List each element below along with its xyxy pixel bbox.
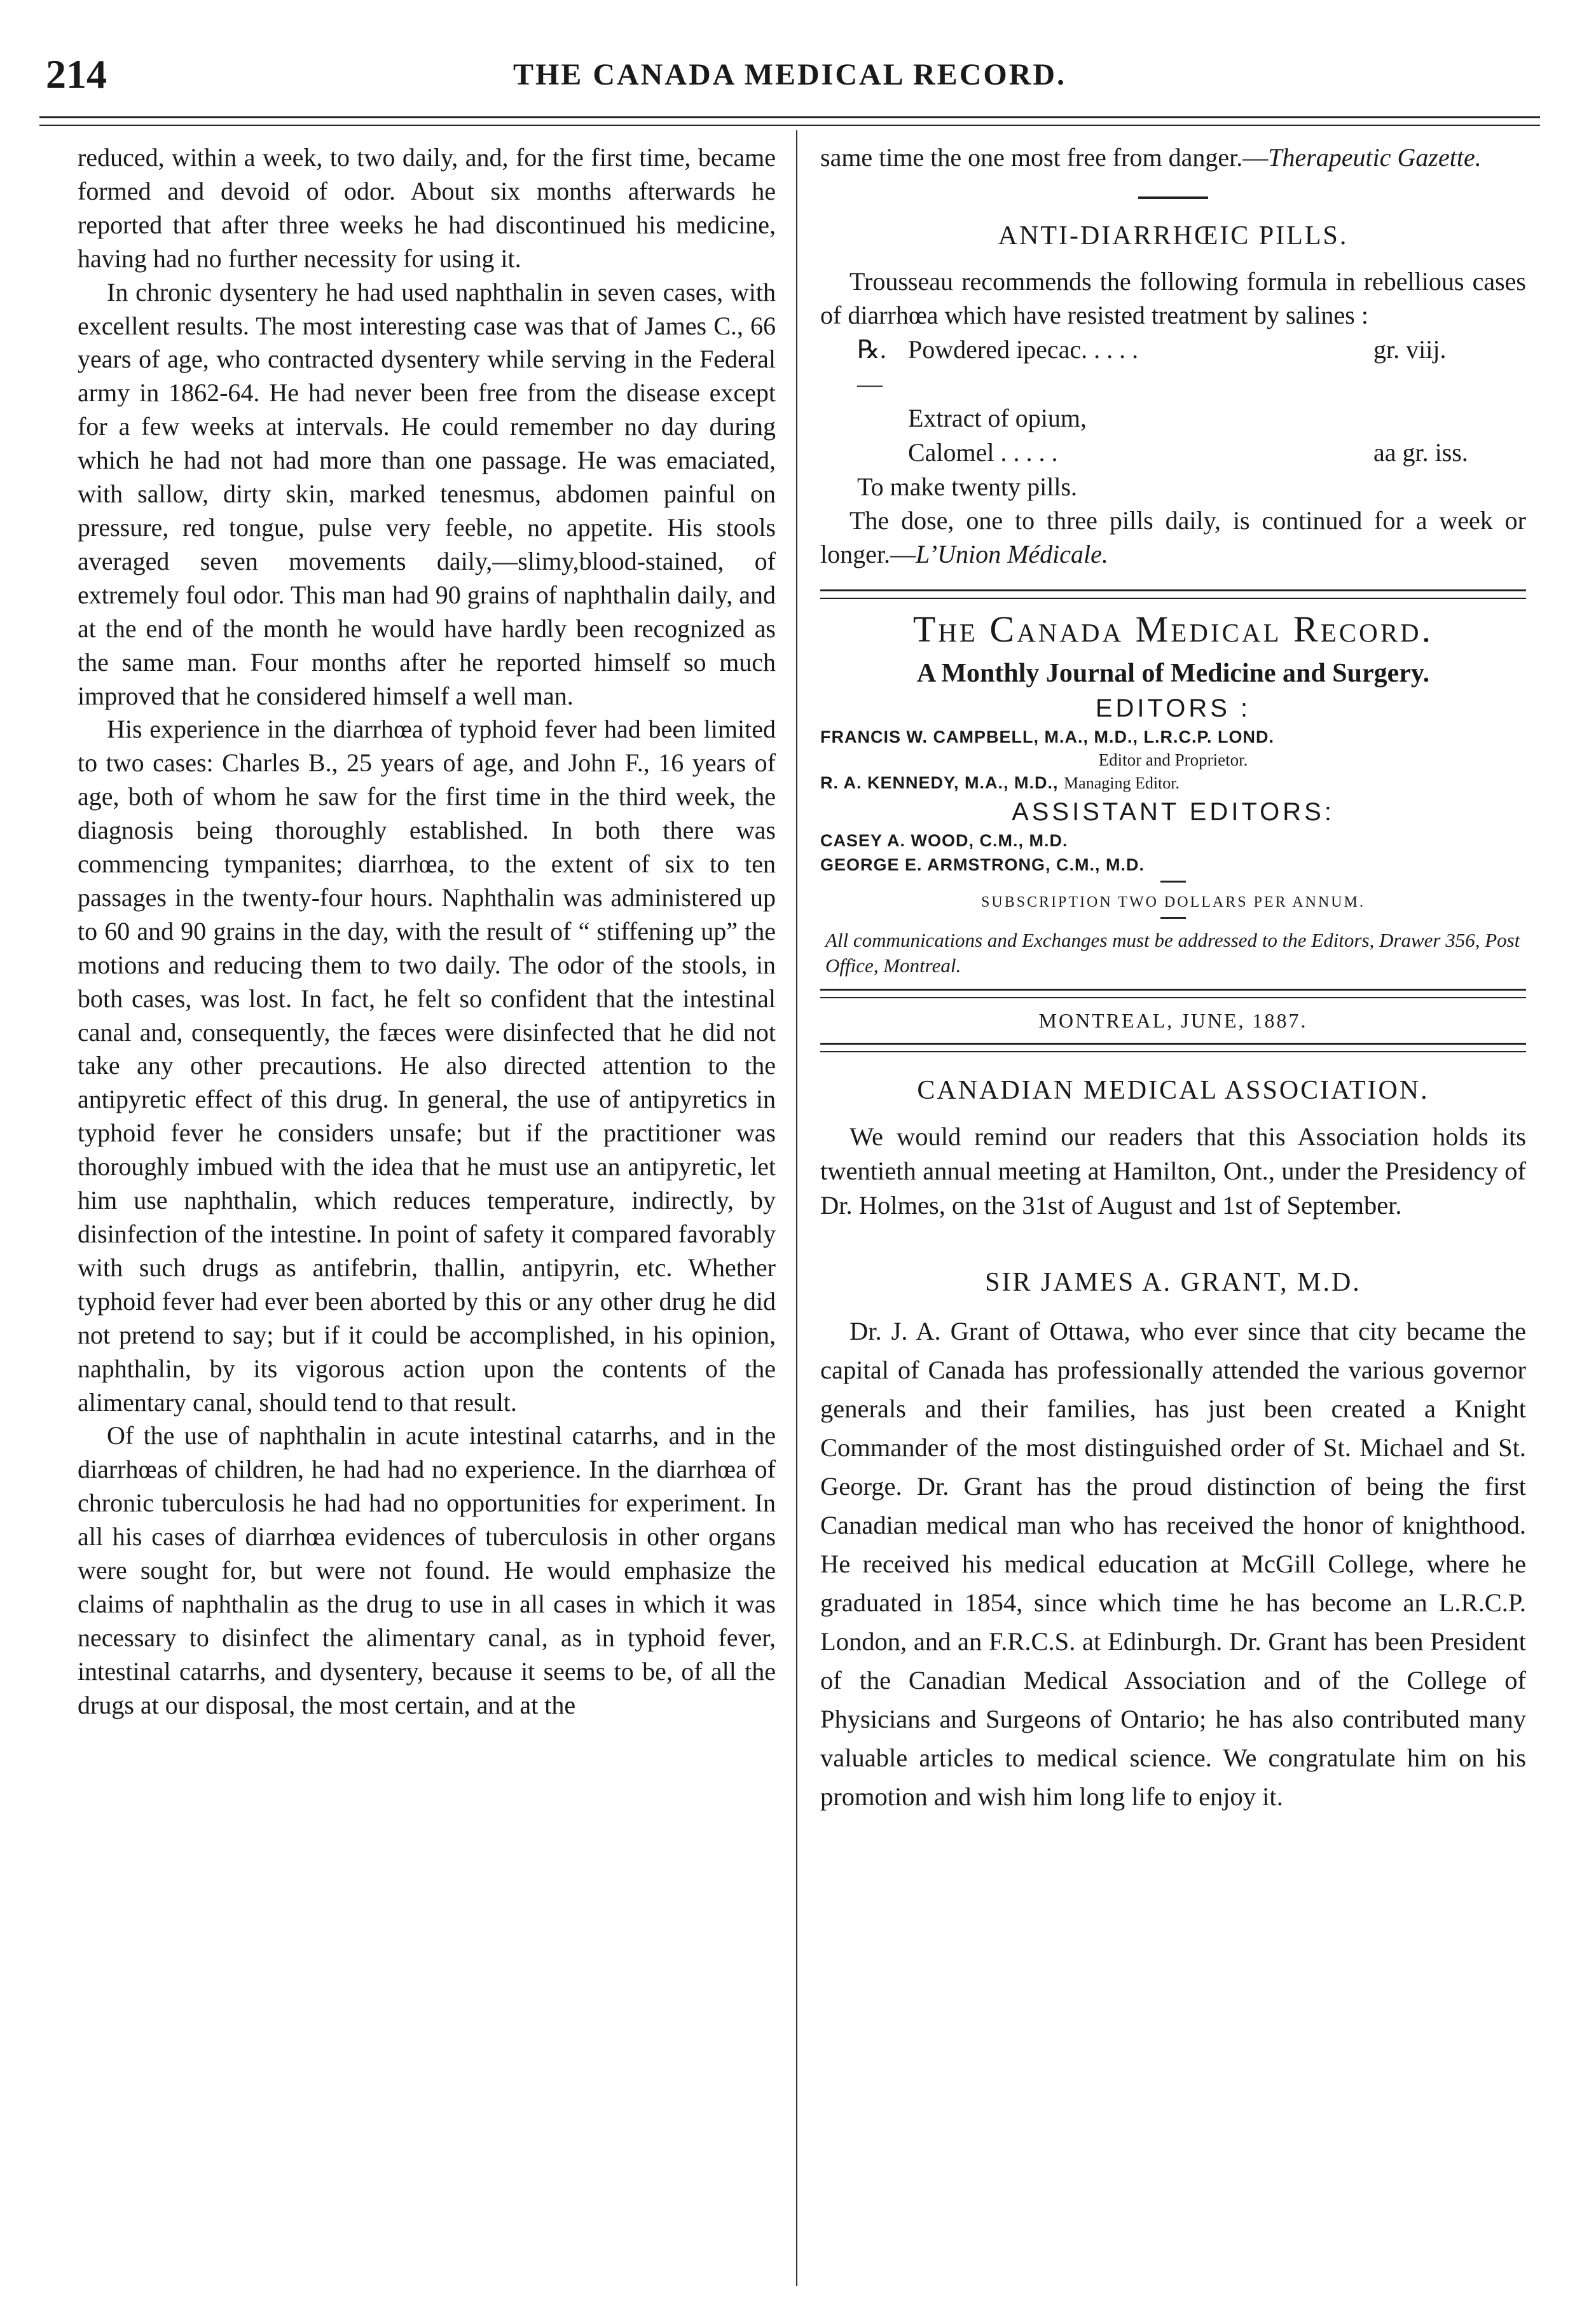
- association-heading: CANADIAN MEDICAL ASSOCIATION.: [917, 1075, 1429, 1105]
- left-column: [78, 141, 776, 1722]
- dateline: MONTREAL, JUNE, 1887.: [1038, 1008, 1308, 1032]
- anti-diarrhoeic-intro: Trousseau recommends the following formula in rebellious cases of diarrhœa which have resisted treatment by salines :: [820, 266, 1526, 329]
- right-column: [820, 141, 1526, 1816]
- continuation-body: same time the one most free from danger.—: [820, 143, 1269, 172]
- communications-notice: All communications and Exchanges must be addressed to the Editors, Drawer 356, Post Office, Montreal.: [825, 928, 1520, 977]
- prescription-line: [820, 470, 1526, 504]
- masthead-separator: [1160, 917, 1186, 919]
- continuation-citation: Therapeutic Gazette.: [1268, 143, 1482, 172]
- assistant-editors-label: ASSISTANT EDITORS:: [1012, 797, 1335, 826]
- section-separator: [1138, 196, 1208, 199]
- editor-1-role: Editor and Proprietor.: [1098, 750, 1248, 769]
- editor-2-name: R. A. KENNEDY, M.A., M.D.,: [820, 773, 1059, 792]
- page-header: [39, 46, 1540, 116]
- dateline-bottom-rule: [820, 1043, 1526, 1052]
- header-rule: [39, 116, 1540, 126]
- grant-text: Dr. J. A. Grant of Ottawa, who ever since that city became the capital of Canada has professionally attended the various governor generals and their families, has just been created a Knight Commander of the most distinguished order of St. Michael and St. George. Dr. Grant has the proud distinction of being the first Canadian medical man who has received the honor of knighthood. He received his medical education at McGill College, where he graduated in 1854, since which time he has become an L.R.C.P. London, and an F.R.C.S. at Edinburgh. Dr. Grant has been President of the Canadian Medical Association and of the College of Physicians and Surgeons of Ontario; he has also contributed many valuable articles to medical science. We congratulate him on his promotion and wish him long life to enjoy it.: [820, 1316, 1526, 1811]
- prescription-ingredient: Extract of opium,: [908, 403, 1087, 432]
- prescription-instruction: To make twenty pills.: [857, 472, 1078, 501]
- section-spacer: [820, 1223, 1526, 1267]
- prescription-line: [820, 401, 1526, 436]
- running-title: THE CANADA MEDICAL RECORD.: [512, 58, 1067, 92]
- dose-text: [820, 504, 1526, 572]
- editor-2-line: [820, 771, 1526, 795]
- masthead-separator: [1160, 881, 1186, 883]
- left-paragraph-4: Of the use of naphthalin in acute intestinal catarrhs, and in the diarrhœas of children, he had had no experience. In the diarrhœa of chronic tuberculosis he had had no opportunities for experiment. In all his cases of diarrhœa evidences of tuberculosis in other organs were sought for, but were not found. He would emphasize the claims of naphthalin as the drug to use in all cases in which it was necessary to disinfect the alimentary canal, as in typhoid fever, intestinal catarrhs, and dysentery, because it seems to be, of all the drugs at our disposal, the most certain, and at the: [78, 1421, 776, 1719]
- editor-1-name: FRANCIS W. CAMPBELL, M.A., M.D., L.R.C.P. LOND.: [820, 727, 1274, 746]
- page-number: 214: [46, 52, 107, 97]
- dateline-top-rule: [820, 989, 1526, 998]
- assistant-editor-2: GEORGE E. ARMSTRONG, C.M., M.D.: [820, 855, 1145, 874]
- prescription-ingredient: Powdered ipecac. . . . .: [908, 334, 1139, 364]
- recipe-symbol: ℞.—: [857, 334, 886, 398]
- prescription-dose: gr. viij.: [1373, 334, 1447, 364]
- left-paragraph-2: In chronic dysentery he had used naphthalin in seven cases, with excellent results. The most interesting case was that of James C., 66 years of age, who contracted dysentery while serving in the Federal army in 1862-64. He had never been free from the disease except for a few weeks at intervals. He could remember no day during which he had not had more than one passage. He was emaciated, with sallow, dirty skin, marked tenesmus, abdomen painful on pressure, red tongue, pulse very feeble, no appetite. His stools averaged seven movements daily,—slimy,blood-stained, of extremely foul odor. This man had 90 grains of naphthalin daily, and at the end of the month he would have hardly been recognized as the same man. Four months after he reported himself so much improved that he considered himself a well man.: [78, 277, 776, 710]
- masthead: [820, 604, 1526, 979]
- masthead-title: The Canada Medical Record.: [912, 608, 1434, 650]
- subscription-notice: SUBSCRIPTION TWO DOLLARS PER ANNUM.: [981, 893, 1365, 911]
- left-paragraph-1: reduced, within a week, to two daily, and, for the first time, became formed and devoid of odor. About six months afterwards he reported that after three weeks he had discontinued his medicine, having had no further necessity for using it.: [78, 143, 776, 273]
- dose-body: The dose, one to three pills daily, is continued for a week or longer.—: [820, 505, 1526, 568]
- prescription-line: [820, 436, 1526, 470]
- prescription-ingredient: Calomel . . . . .: [908, 437, 1058, 467]
- masthead-subtitle: A Monthly Journal of Medicine and Surgery.: [916, 658, 1430, 688]
- association-text: We would remind our readers that this Association holds its twentieth annual meeting at Hamilton, Ont., under the Presidency of Dr. Holmes, on the 31st of August and 1st of September.: [820, 1122, 1526, 1220]
- prescription-dose: aa gr. iss.: [1373, 437, 1468, 467]
- anti-diarrhoeic-heading: ANTI-DIARRHŒIC PILLS.: [998, 221, 1349, 251]
- assistant-editor-1: CASEY A. WOOD, C.M., M.D.: [820, 830, 1068, 850]
- editor-2-role: Managing Editor.: [1064, 773, 1180, 792]
- prescription-line: [820, 333, 1526, 401]
- dose-citation: L’Union Médicale.: [915, 539, 1108, 568]
- masthead-top-rule: [820, 589, 1526, 599]
- column-divider: [796, 130, 797, 2286]
- left-paragraph-3: His experience in the diarrhœa of typhoid fever had been limited to two cases: Charles B., 25 years of age, and John F., 16 years of age, both of whom he saw for the first time in the third week, the diagnosis being thoroughly established. In both there was commencing tympanites; diarrhœa, to the extent of six to ten passages in the twenty-four hours. Naphthalin was administered up to 60 and 90 grains in the day, with the result of “ stiffening up” the motions and reducing them to two daily. The odor of the stools, in both cases, was lost. In fact, he felt so confident that the intestinal canal and, consequently, the fæces were disinfected that he did not take any other precautions. He also directed attention to the antipyretic effect of this drug. In general, the use of antipyretics in typhoid fever he considers unsafe; but if the practitioner was thoroughly imbued with the idea that he must use an antipyretic, let him use naphthalin, which reduces temperature, indirectly, by disinfection of the intestine. In point of safety it compared favorably with such drugs as antifebrin, thallin, antipyrin, etc. Whether typhoid fever had ever been aborted by this or any other drug he did not pretend to say; but if it could be accomplished, in his opinion, naphthalin, by its vigorous action upon the contents of the alimentary canal, should tend to that result.: [78, 715, 776, 1417]
- continuation-text: [820, 141, 1526, 175]
- grant-heading: SIR JAMES A. GRANT, M.D.: [985, 1267, 1361, 1297]
- prescription: [820, 333, 1526, 504]
- editors-label: EDITORS :: [1095, 694, 1251, 722]
